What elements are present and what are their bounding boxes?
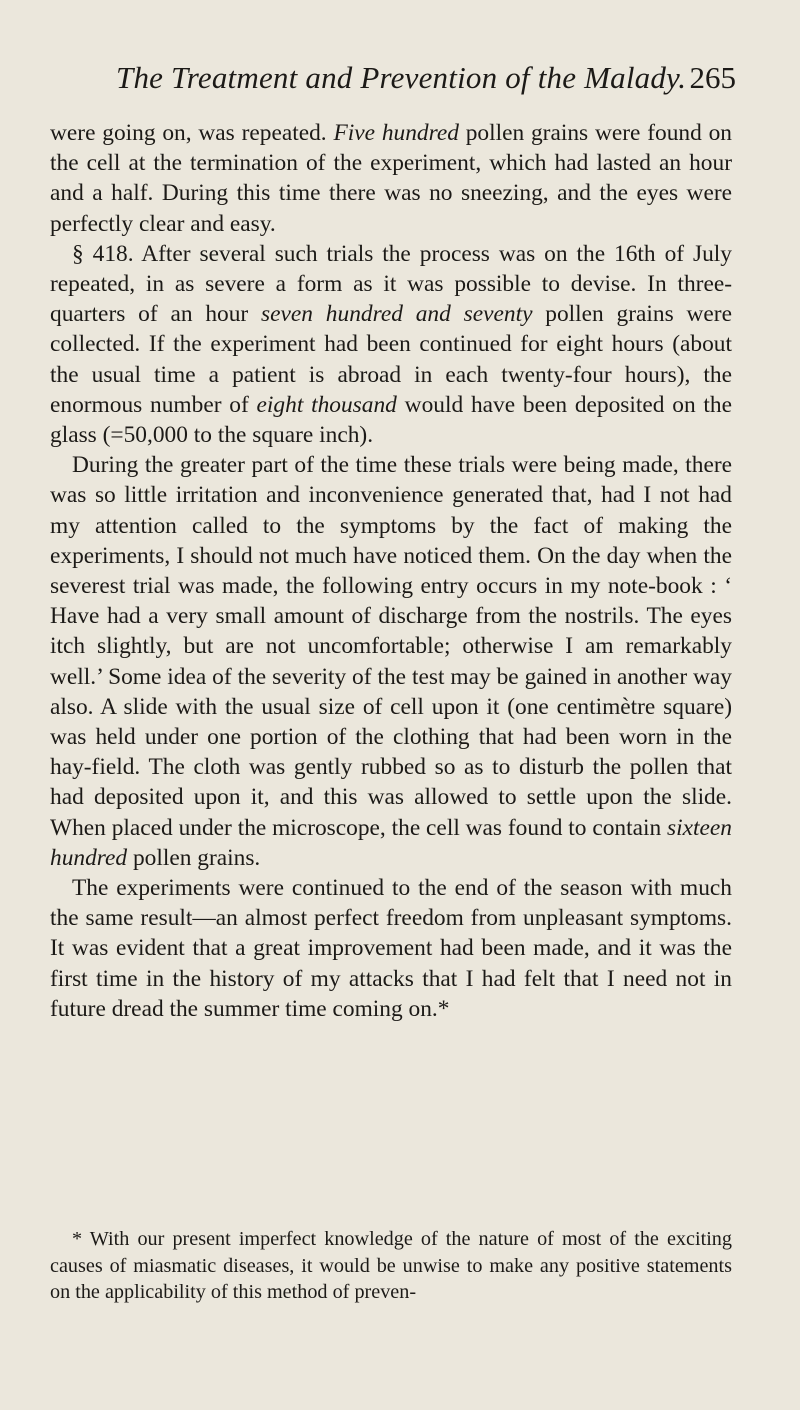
- footnote: [50, 1226, 732, 1306]
- text-run: The experiments were continued to the end of the season with much the same result—an almost perfect freedom from unpleasant symptoms. It was evident that a great improvement had been made, and it was the first time in the history of my attacks that I had felt that I need not in future dread the summer time coming on.*: [50, 875, 732, 1022]
- running-head-title: The Treatment and Prevention of the Malady.: [116, 60, 687, 95]
- paragraph: [50, 118, 732, 239]
- text-run: pollen grains were collected. If the experiment had been continued for eight hours (about the usual time a patient is abroad in each twenty-four hours), the enormous number of: [50, 301, 732, 418]
- italic-text: seven hundred and seventy: [261, 301, 533, 328]
- text-run: were going on, was repeated.: [50, 120, 334, 146]
- paragraph: [50, 873, 732, 1024]
- running-head: [116, 60, 736, 100]
- italic-text: Five hundred: [333, 120, 459, 146]
- text-run: § 418. After several such trials the process was on the 16th of July repeated, in as severe a form as it was possible to devise. In three-quarters of an hour: [50, 240, 732, 328]
- paragraph: [50, 239, 732, 450]
- text-run: pollen grains.: [127, 844, 261, 871]
- page-number: 265: [689, 60, 736, 95]
- footnote-text: * With our present imperfect knowledge of the nature of most of the exciting causes of miasmatic diseases, it would be unwise to make any positive statements on the applicability of this method of preven-: [50, 1228, 732, 1303]
- text-run: would have been deposited on the glass (=50,000 to the square inch).: [50, 391, 732, 449]
- text-run: During the greater part of the time these trials were being made, there was so little irritation and inconvenience generated that, had I not had my attention called to the symptoms by the fact of making the experiments, I should not much have noticed them. On the day when the severest trial was made, the following entry occurs in my note-book : ‘ Have had a very small amount of discharge from the nostrils. The eyes itch slightly, but are not uncomfortable; otherwise I am remarkably well.’ Some idea of the severity of the test may be gained in another way also. A slide with the usual size of cell upon it (one centimètre square) was held under one portion of the clothing that had been worn in the hay-field. The cloth was gently rubbed so as to disturb the pollen that had deposited upon it, and this was allowed to settle upon the slide. When placed under the microscope, the cell was found to contain: [50, 452, 732, 841]
- italic-text: eight thousand: [256, 391, 397, 418]
- body-text: [50, 118, 732, 1024]
- italic-text: sixteen hundred: [50, 814, 732, 871]
- text-run: pollen grains were found on the cell at the termination of the experiment, which had lasted an hour and a half. During this time there was no sneezing, and the eyes were perfectly clear and easy.: [50, 120, 732, 237]
- paragraph: [50, 450, 732, 873]
